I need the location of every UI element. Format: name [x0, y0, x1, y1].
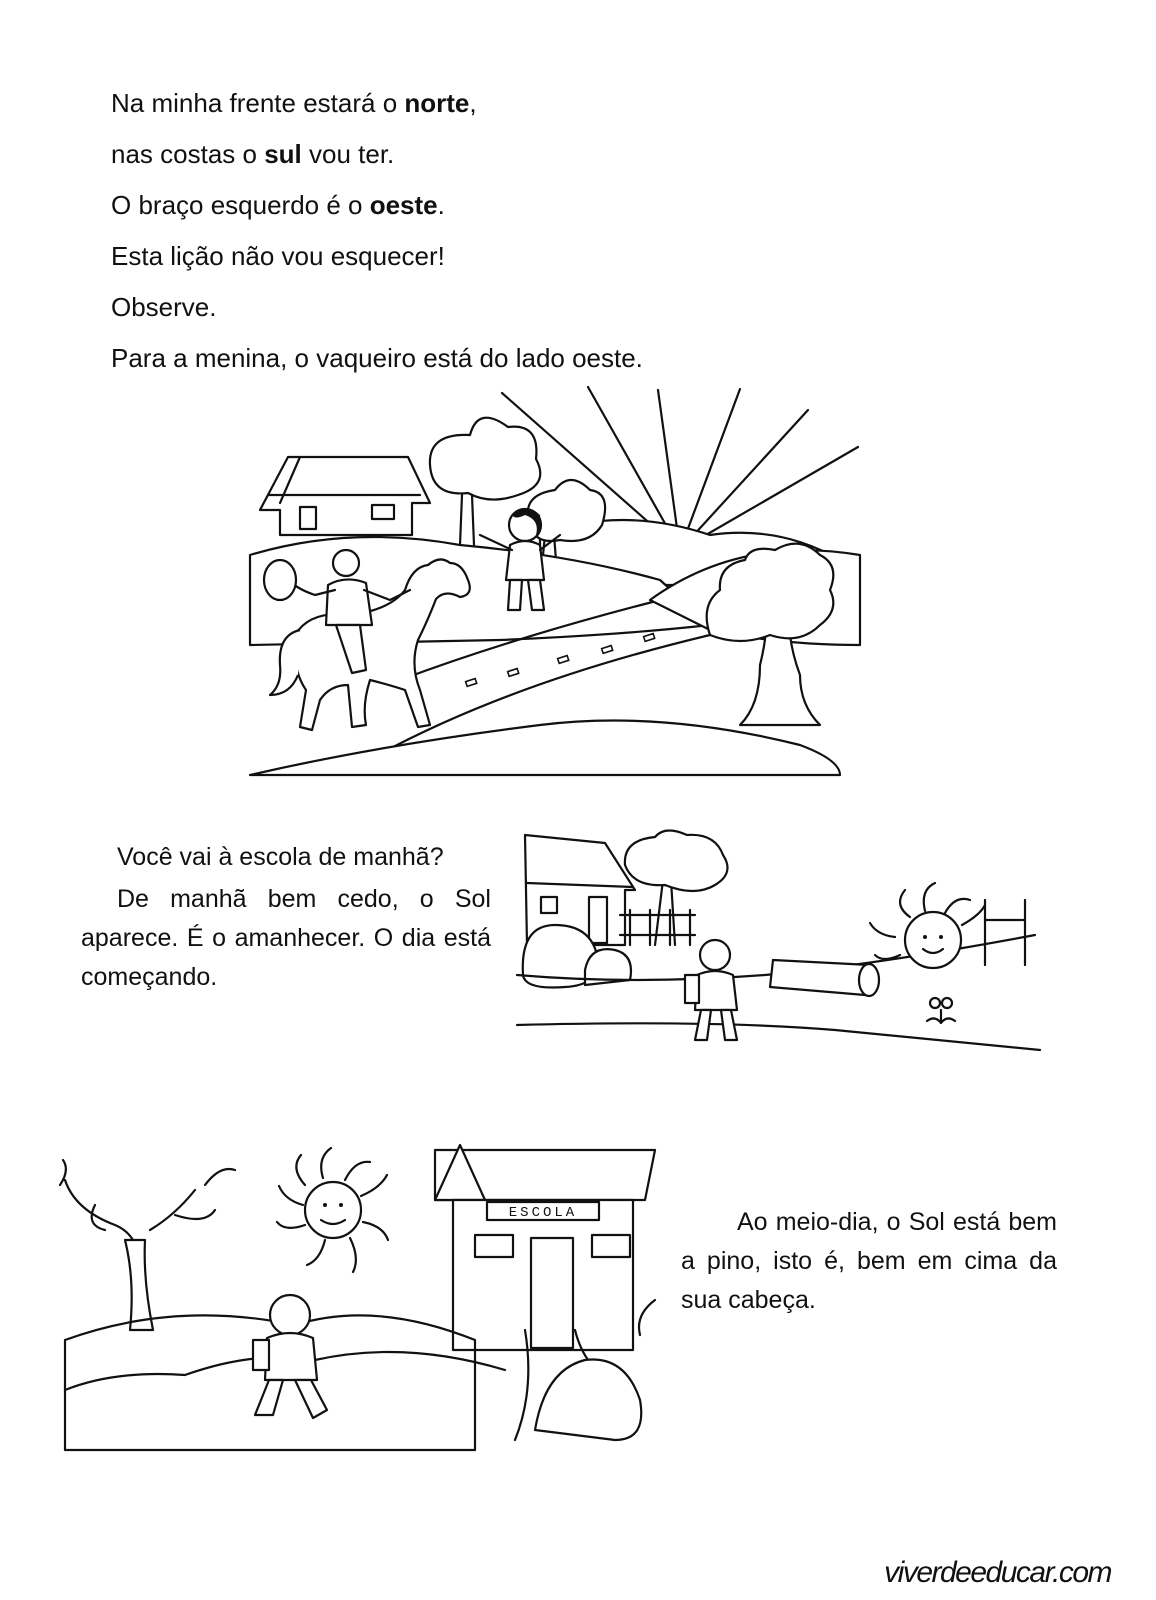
- tree-icon: [625, 830, 728, 945]
- poem: [111, 78, 911, 384]
- noon-scene-illustration: [55, 1130, 665, 1450]
- noon-text: Ao meio-dia, o Sol está bem a pino, isto é, bem em cima da sua cabeça.: [681, 1208, 1057, 1314]
- tree-icon: [60, 1160, 235, 1330]
- house-icon: [260, 457, 430, 535]
- school-sign-text: ESCOLA: [508, 1205, 578, 1221]
- log-icon: [770, 960, 879, 996]
- school-building: [435, 1145, 655, 1350]
- poem-line-2: nas costas o sul vou ter.: [111, 139, 395, 169]
- poem-line-4: Esta lição não vou esquecer!: [111, 241, 445, 271]
- morning-scene-illustration: [515, 825, 1045, 1070]
- poem-line-3: O braço esquerdo é o oeste.: [111, 190, 445, 220]
- morning-question: Você vai à escola de manhã?: [117, 843, 444, 871]
- poem-line-1: Na minha frente estará o norte,: [111, 88, 477, 118]
- sun-icon: [277, 1148, 388, 1272]
- poem-line-5: Observe.: [111, 292, 217, 322]
- flower-icon: [927, 998, 955, 1023]
- site-watermark[interactable]: viverdeeducar.com: [884, 1556, 1111, 1589]
- farm-scene-illustration: [240, 385, 880, 785]
- boy-icon: [253, 1295, 327, 1418]
- poem-line-6: Para a menina, o vaqueiro está do lado oeste.: [111, 343, 643, 373]
- sun-icon: [870, 883, 985, 968]
- morning-text: De manhã bem cedo, o Sol aparece. É o amanhecer. O dia está começando.: [81, 885, 491, 991]
